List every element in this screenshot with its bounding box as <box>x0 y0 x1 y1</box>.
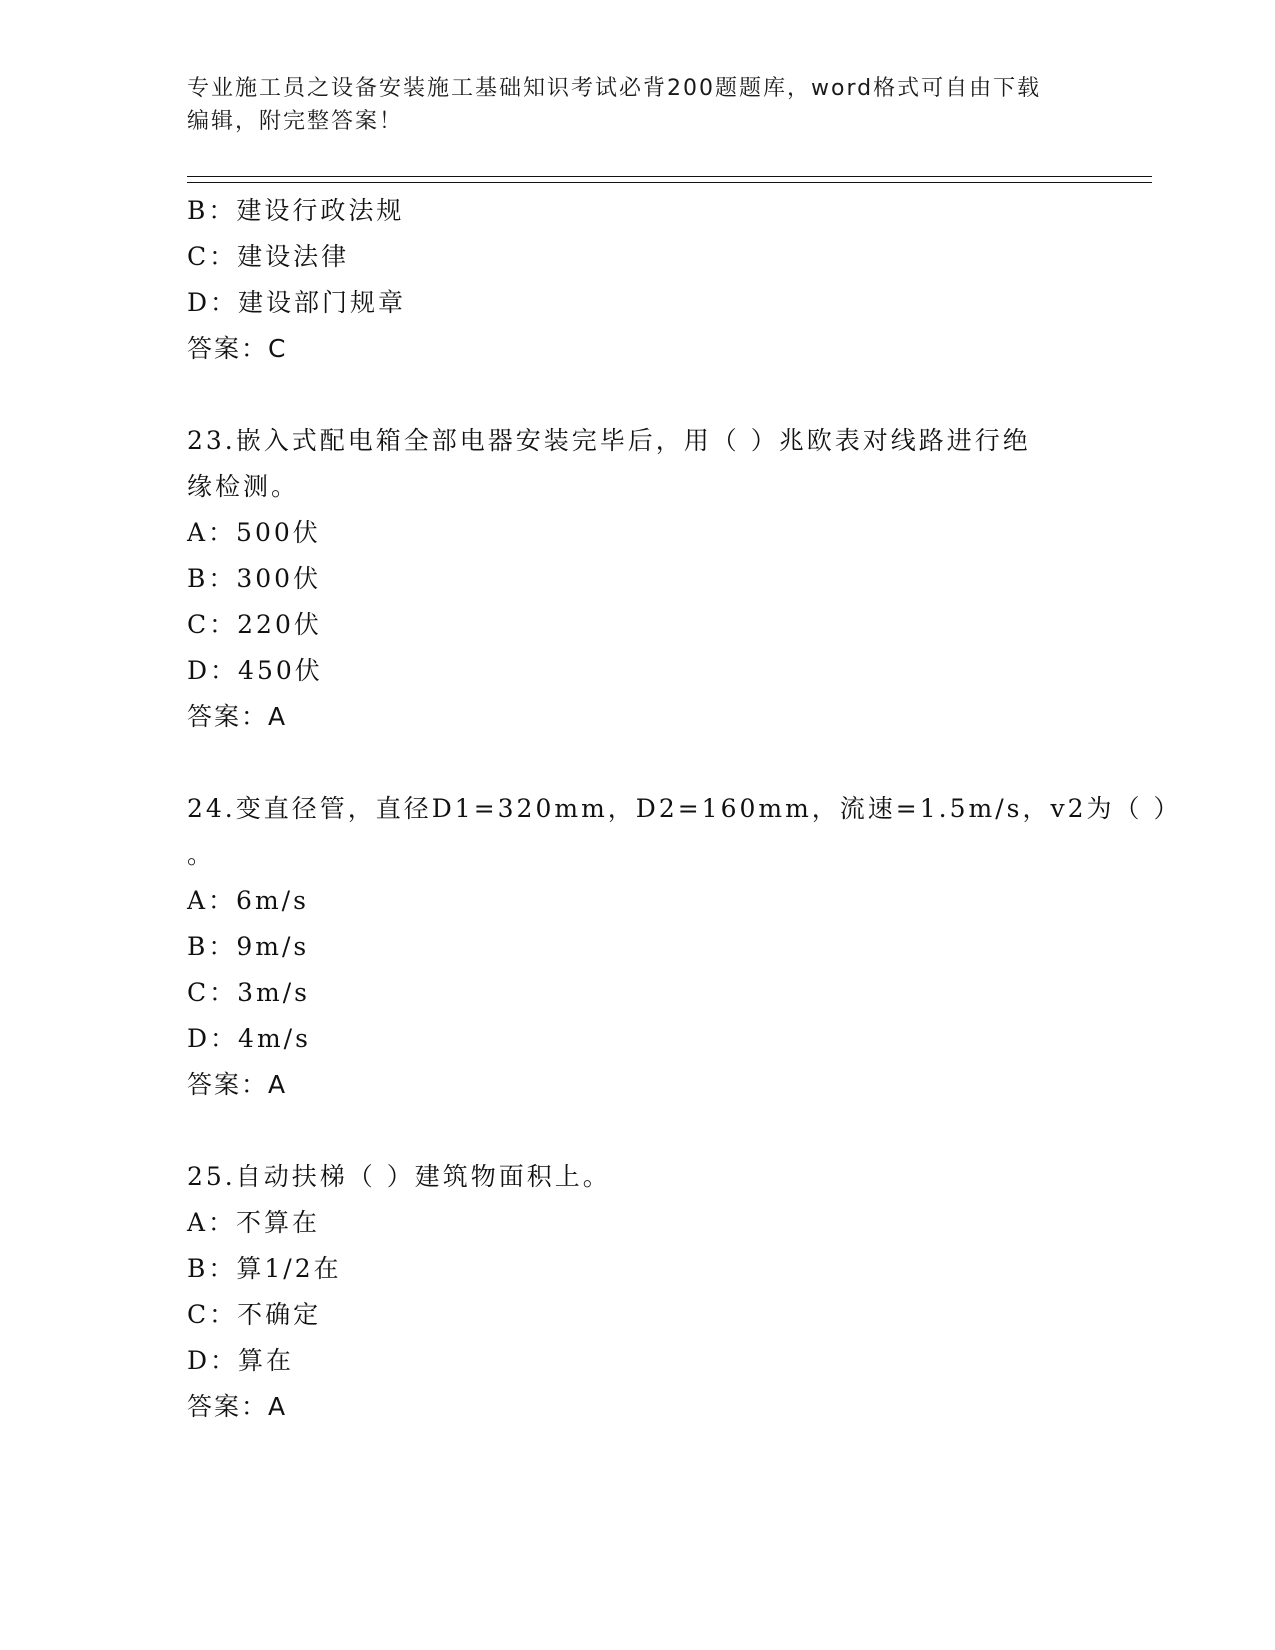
header-divider-bottom <box>187 182 1152 183</box>
option-a: A：不算在 <box>187 1208 321 1237</box>
answer: 答案：C <box>187 334 288 363</box>
question-22-tail <box>187 188 1067 372</box>
question-23 <box>187 418 1067 740</box>
question-stem-line-2: 。 <box>187 840 216 869</box>
option-a: A：6m/s <box>187 886 309 915</box>
option-b: B：9m/s <box>187 932 310 961</box>
option-d: D：450伏 <box>187 656 323 685</box>
document-header <box>187 72 1067 138</box>
option-a: A：500伏 <box>187 518 321 547</box>
option-b: B：建设行政法规 <box>187 196 405 225</box>
header-title-line-1: 专业施工员之设备安装施工基础知识考试必背200题题库，word格式可自由下载 <box>187 76 1042 101</box>
answer: 答案：A <box>187 1070 288 1099</box>
option-d: D：算在 <box>187 1346 295 1375</box>
question-spacer <box>187 740 1067 786</box>
header-title-line-2: 编辑，附完整答案！ <box>187 109 404 134</box>
question-25 <box>187 1154 1067 1430</box>
option-c: C：建设法律 <box>187 242 350 271</box>
option-c: C：不确定 <box>187 1300 322 1329</box>
option-c: C：220伏 <box>187 610 322 639</box>
question-stem-line-1: 25.自动扶梯（ ）建筑物面积上。 <box>187 1162 611 1191</box>
question-stem-line-1: 24.变直径管，直径D1=320mm，D2=160mm，流速=1.5m/s，v2为（ ） <box>187 794 1182 823</box>
option-b: B：300伏 <box>187 564 322 593</box>
header-divider-top <box>187 176 1152 177</box>
answer: 答案：A <box>187 702 288 731</box>
question-list <box>187 188 1182 1430</box>
option-b: B：算1/2在 <box>187 1254 342 1283</box>
option-c: C：3m/s <box>187 978 310 1007</box>
question-spacer <box>187 372 1067 418</box>
option-d: D：4m/s <box>187 1024 311 1053</box>
question-24 <box>187 786 1182 1108</box>
question-spacer <box>187 1108 1067 1154</box>
answer: 答案：A <box>187 1392 288 1421</box>
question-stem-line-2: 缘检测。 <box>187 472 300 501</box>
option-d: D：建设部门规章 <box>187 288 407 317</box>
question-stem-line-1: 23.嵌入式配电箱全部电器安装完毕后，用（ ）兆欧表对线路进行绝 <box>187 426 1031 455</box>
